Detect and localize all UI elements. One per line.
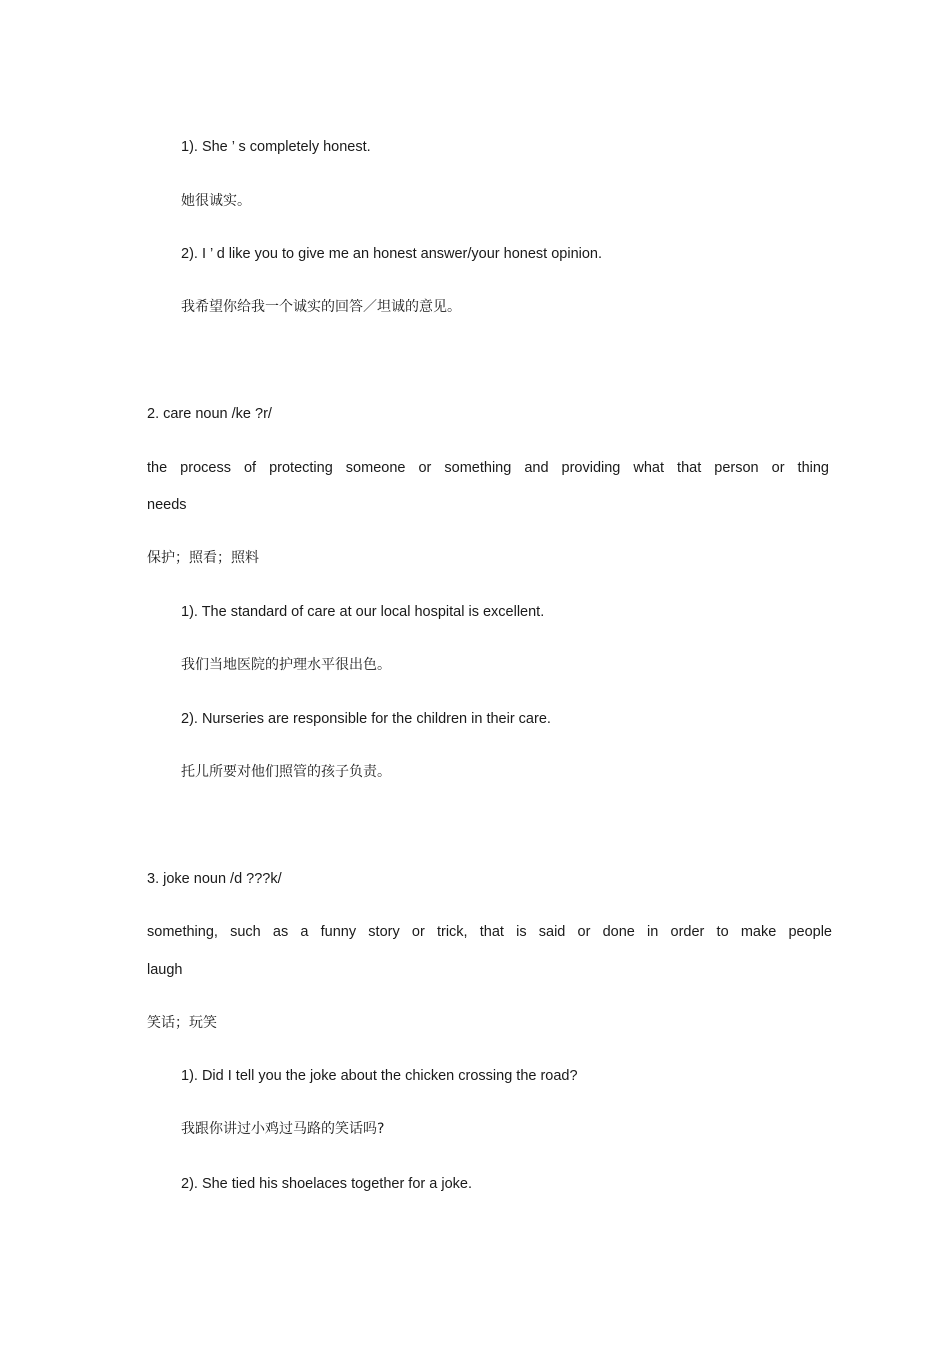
entry-definition: the process of protecting someone or something and providing what that person or thing bbox=[147, 460, 829, 476]
example-sentence-en: 2). I ’ d like you to give me an honest answer/your honest opinion. bbox=[181, 246, 603, 262]
example-sentence-zh: 托儿所要对他们照管的孩子负责。 bbox=[181, 764, 391, 780]
example-sentence-en: 1). Did I tell you the joke about the chicken crossing the road? bbox=[181, 1068, 578, 1084]
example-sentence-zh: 我们当地医院的护理水平很出色。 bbox=[181, 657, 391, 673]
example-sentence-en: 2). She tied his shoelaces together for a joke. bbox=[181, 1176, 472, 1192]
example-sentence-zh: 我跟你讲过小鸡过马路的笑话吗? bbox=[181, 1121, 385, 1137]
entry-definition-continued: needs bbox=[147, 497, 187, 513]
entry-translation: 笑话；玩笑 bbox=[147, 1015, 217, 1031]
example-sentence-zh: 她很诚实。 bbox=[181, 193, 251, 209]
example-sentence-en: 1). The standard of care at our local hospital is excellent. bbox=[181, 604, 545, 620]
entry-translation: 保护；照看；照料 bbox=[147, 550, 259, 566]
example-sentence-en: 1). She ’ s completely honest. bbox=[181, 139, 371, 155]
example-sentence-zh: 我希望你给我一个诚实的回答／坦诚的意见。 bbox=[181, 299, 461, 315]
entry-definition: something, such as a funny story or trick, that is said or done in order to make people bbox=[147, 924, 832, 940]
entry-headword: 2. care noun /ke ?r/ bbox=[147, 406, 272, 422]
entry-headword: 3. joke noun /d ???k/ bbox=[147, 871, 282, 887]
example-sentence-en: 2). Nurseries are responsible for the children in their care. bbox=[181, 711, 551, 727]
entry-definition-continued: laugh bbox=[147, 962, 183, 978]
